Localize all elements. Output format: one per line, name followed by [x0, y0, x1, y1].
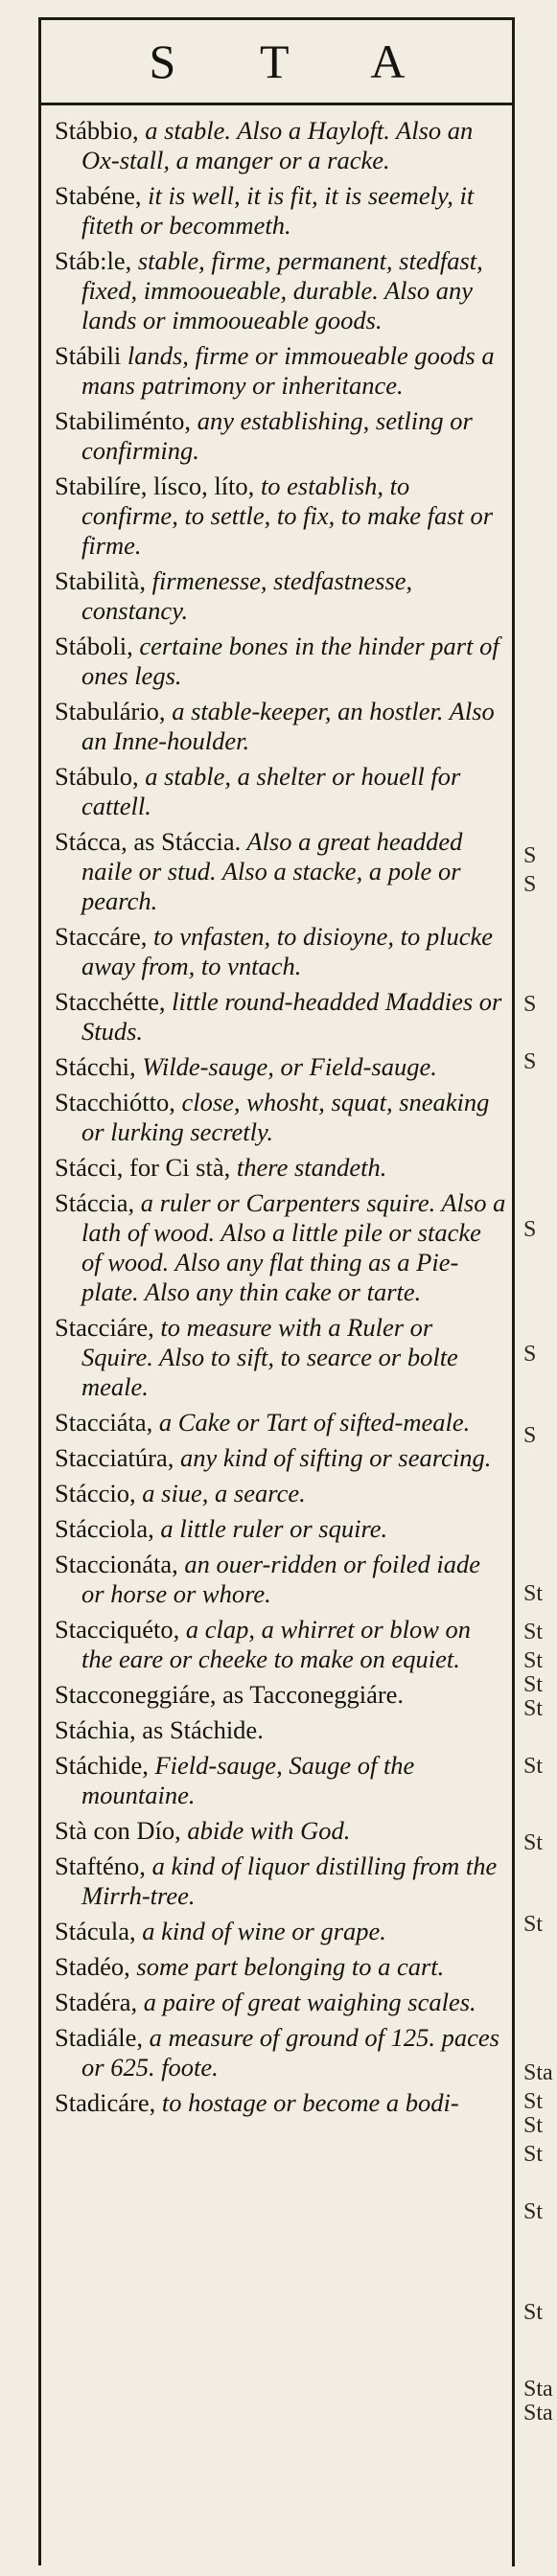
dictionary-entry	[55, 632, 507, 691]
entry-headword: Stácci, for Ci stà,	[55, 1153, 231, 1182]
entry-definition: to vnfasten, to disioyne, to plucke away from, to vntach.	[81, 922, 493, 980]
entry-headword: Stabiliménto,	[55, 406, 192, 435]
edge-fragment: S	[523, 1423, 537, 1448]
entry-headword: Stabilíre, lísco, líto,	[55, 472, 255, 500]
entry-headword: Stáchia, as Stáchide.	[55, 1715, 264, 1744]
dictionary-entry	[55, 341, 507, 401]
entry-headword: Stábili	[55, 341, 122, 370]
edge-fragment: S	[523, 1342, 537, 1367]
dictionary-entry	[55, 181, 507, 241]
entry-headword: Stácula,	[55, 1917, 136, 1945]
entry-definition: a kind of liquor distilling from the Mirrh-tree.	[81, 1852, 498, 1910]
dictionary-entry	[55, 566, 507, 626]
entry-headword: Staccáre,	[55, 922, 148, 951]
dictionary-entry	[55, 406, 507, 466]
dictionary-entry	[55, 1408, 507, 1438]
entry-definition: Also a great headded naile or stud. Also a stacke, a pole or pearch.	[81, 827, 463, 915]
entry-headword: Stadéo,	[55, 1952, 130, 1981]
entry-definition: a stable. Also a Hayloft. Also an Ox-stall, a manger or a racke.	[81, 116, 474, 174]
entry-definition: to hostage or become a bodi-	[155, 2088, 459, 2117]
entry-headword: Stafténo,	[55, 1852, 146, 1880]
dictionary-entry	[55, 472, 507, 561]
edge-fragment: St	[523, 1672, 544, 1697]
edge-fragment: Sta	[523, 2401, 553, 2426]
edge-fragment: Sta	[523, 2377, 553, 2402]
entry-definition: any kind of sifting or searcing.	[174, 1443, 492, 1472]
edge-fragment: St	[523, 2089, 544, 2114]
edge-fragment: St	[523, 2300, 544, 2325]
entry-headword: Stacciáta,	[55, 1408, 153, 1437]
dictionary-entry	[55, 1188, 507, 1307]
entry-headword: Stacconeggiáre, as Tacconeggiáre.	[55, 1680, 405, 1709]
dictionary-entry	[55, 697, 507, 756]
entry-headword: Stacciáre,	[55, 1313, 154, 1342]
entry-definition: a kind of wine or grape.	[135, 1917, 386, 1945]
entry-definition: a clap, a whirret or blow on the eare or cheeke to make on equiet.	[81, 1615, 472, 1673]
dictionary-entry	[55, 1952, 507, 1982]
edge-fragment: St	[523, 2142, 544, 2167]
entry-definition: a measure of ground of 125. paces or 625. foote.	[81, 2023, 499, 2082]
entry-headword: Stáccio,	[55, 1479, 136, 1507]
entry-definition: Field-sauge, Sauge of the mountaine.	[81, 1751, 415, 1809]
entry-headword: Stáb:le,	[55, 246, 132, 275]
entry-headword: Stáboli,	[55, 632, 133, 660]
entry-headword: Stácchi,	[55, 1052, 136, 1081]
entry-definition: to measure with a Ruler or Squire. Also to sift, to searce or bolte meale.	[81, 1313, 458, 1401]
entry-headword: Stadiále,	[55, 2023, 143, 2052]
entry-definition: a siue, a searce.	[135, 1479, 306, 1507]
edge-fragment: St	[523, 1696, 544, 1721]
dictionary-entry	[55, 827, 507, 916]
dictionary-entry	[55, 1988, 507, 2017]
entry-definition: any establishing, setling or confirming.	[81, 406, 473, 465]
edge-fragment: St	[523, 1648, 544, 1673]
entry-headword: Stacchiótto,	[55, 1088, 175, 1116]
edge-fragment: S	[523, 872, 537, 897]
dictionary-entry	[55, 2088, 507, 2118]
entry-definition: a stable-keeper, an hostler. Also an Inne-houlder.	[81, 697, 495, 755]
edge-fragment: St	[523, 2113, 544, 2138]
dictionary-entry	[55, 1816, 507, 1846]
edge-fragment: S	[523, 992, 537, 1017]
edge-fragment: Sta	[523, 2060, 553, 2085]
entry-definition: there standeth.	[230, 1153, 387, 1182]
entry-headword: Stáchide,	[55, 1751, 149, 1780]
entry-headword: Stà con Dío,	[55, 1816, 181, 1845]
dictionary-entry	[55, 1852, 507, 1911]
dictionary-entry	[55, 922, 507, 981]
dictionary-entries	[55, 116, 507, 2124]
entry-definition: to establish, to confirme, to settle, to fix, to make fast or firme.	[81, 472, 494, 560]
entry-definition: a ruler or Carpenters squire. Also a lath of wood. Also a little pile or stacke of wood. Also any flat thing as a Pie-plate. Also any thin cake or tarte.	[81, 1188, 506, 1306]
entry-definition: Wilde-sauge, or Field-sauge.	[135, 1052, 437, 1081]
entry-definition: a stable, a shelter or houell for cattell.	[81, 762, 461, 820]
entry-headword: Stacchétte,	[55, 987, 166, 1016]
entry-definition: an ouer-ridden or foiled iade or horse or whore.	[81, 1550, 480, 1608]
entry-headword: Stabéne,	[55, 181, 142, 210]
dictionary-entry	[55, 246, 507, 335]
entry-headword: Stabulário,	[55, 697, 166, 725]
entry-headword: Staccionáta,	[55, 1550, 178, 1578]
edge-fragment: S	[523, 1049, 537, 1074]
entry-headword: Stáccia,	[55, 1188, 135, 1217]
entry-headword: Stacciquéto,	[55, 1615, 180, 1644]
entry-headword: Stadicáre,	[55, 2088, 156, 2117]
dictionary-entry	[55, 1715, 507, 1745]
entry-definition: a paire of great waighing scales.	[137, 1988, 476, 2016]
edge-fragment: St	[523, 1754, 544, 1779]
entry-definition: close, whosht, squat, sneaking or lurking secretly.	[81, 1088, 490, 1146]
edge-fragment: S	[523, 1217, 537, 1242]
entry-definition: little round-headded Maddies or Studs.	[81, 987, 502, 1046]
edge-fragment: St	[523, 1830, 544, 1855]
edge-fragment: S	[523, 843, 537, 868]
entry-headword: Stacciatúra,	[55, 1443, 174, 1472]
dictionary-entry	[55, 1917, 507, 1946]
page-header	[41, 20, 513, 105]
dictionary-entry	[55, 1479, 507, 1508]
dictionary-entry	[55, 2023, 507, 2082]
entry-definition: lands, firme or immoueable goods a mans patrimony or inheritance.	[81, 341, 495, 400]
dictionary-entry	[55, 1313, 507, 1402]
edge-fragment: St	[523, 1581, 544, 1606]
entry-definition: firmenesse, stedfastnesse, constancy.	[81, 566, 413, 625]
column-rule	[512, 17, 515, 2566]
dictionary-entry	[55, 116, 507, 175]
dictionary-entry	[55, 987, 507, 1046]
entry-definition: a little ruler or squire.	[153, 1514, 388, 1543]
dictionary-entry	[55, 1153, 507, 1183]
entry-definition: certaine bones in the hinder part of ones legs.	[81, 632, 499, 690]
edge-fragment: St	[523, 2199, 544, 2224]
dictionary-entry	[55, 1550, 507, 1609]
dictionary-entry	[55, 1751, 507, 1810]
entry-headword: Stabilità,	[55, 566, 146, 595]
dictionary-entry	[55, 1443, 507, 1473]
dictionary-entry	[55, 762, 507, 821]
dictionary-entry	[55, 1052, 507, 1082]
dictionary-entry	[55, 1514, 507, 1544]
entry-headword: Stácciola,	[55, 1514, 154, 1543]
entry-definition: stable, firme, permanent, stedfast, fixed, immooueable, durable. Also any lands or immooueable goods.	[81, 246, 483, 334]
dictionary-entry	[55, 1680, 507, 1710]
entry-definition: a Cake or Tart of sifted-meale.	[152, 1408, 471, 1437]
edge-fragment: St	[523, 1620, 544, 1644]
edge-fragment: St	[523, 1912, 544, 1937]
entry-definition: abide with God.	[180, 1816, 351, 1845]
entry-headword: Stácca, as Stáccia.	[55, 827, 242, 856]
entry-headword: Stadéra,	[55, 1988, 138, 2016]
entry-definition: some part belonging to a cart.	[129, 1952, 445, 1981]
entry-headword: Stábbio,	[55, 116, 139, 145]
dictionary-entry	[55, 1615, 507, 1674]
entry-definition: it is well, it is fit, it is seemely, it fiteth or becommeth.	[81, 181, 475, 240]
page-heading: S T A	[149, 34, 442, 88]
dictionary-entry	[55, 1088, 507, 1147]
entry-headword: Stábulo,	[55, 762, 139, 791]
page-frame	[38, 17, 513, 2565]
